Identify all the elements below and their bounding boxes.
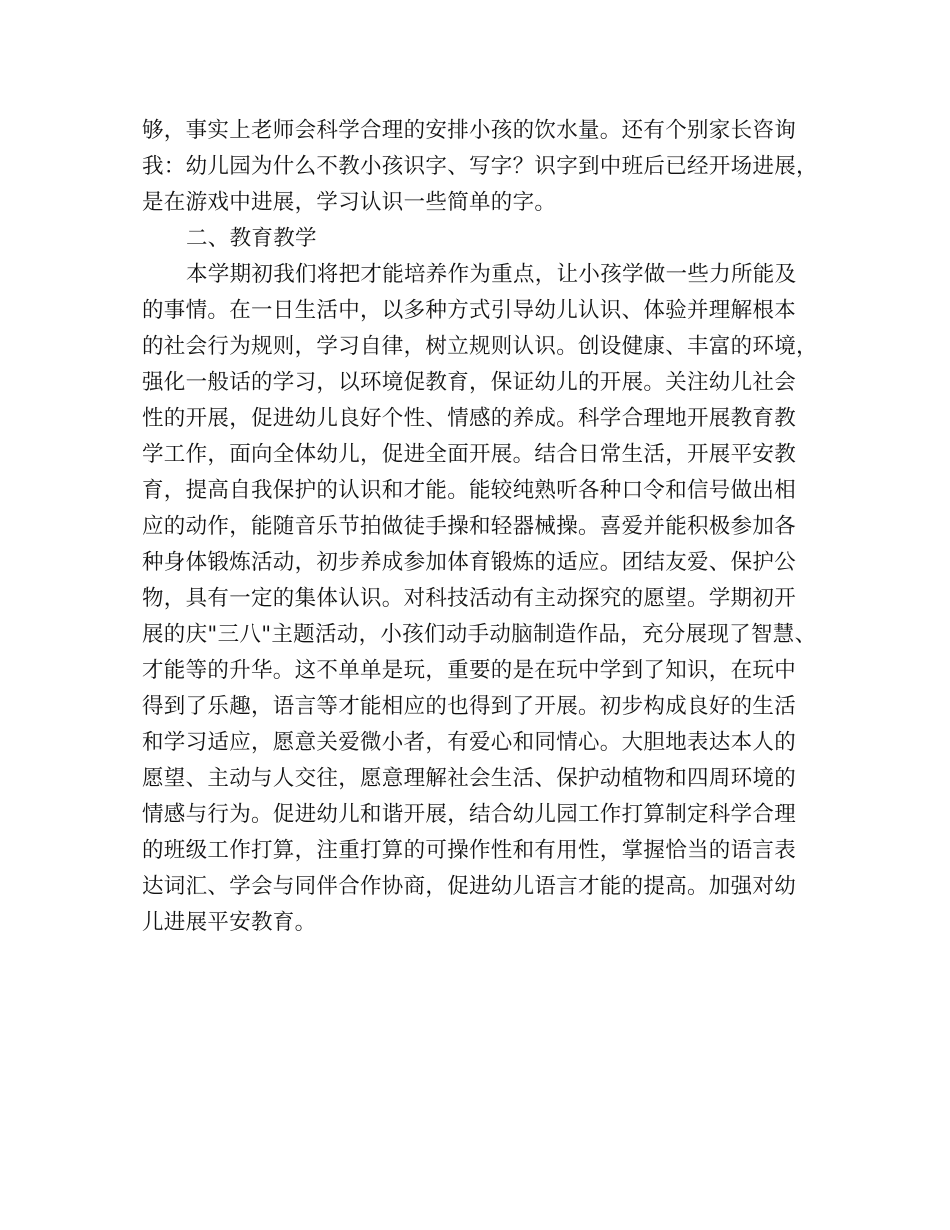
- document-body: [142, 113, 818, 941]
- paragraph-line: 应的动作，能随音乐节拍做徒手操和轻器械操。喜爱并能积极参加各: [142, 514, 797, 539]
- paragraph-line: 性的开展，促进幼儿良好个性、情感的养成。科学合理地开展教育教: [142, 406, 797, 431]
- text-line: 够，事实上老师会科学合理的安排小孩的饮水量。还有个别家长咨询: [142, 118, 797, 143]
- paragraph-line: 的社会行为规则，学习自律，树立规则认识。创设健康、丰富的环境，: [142, 334, 818, 359]
- text-line: 我：幼儿园为什么不教小孩识字、写字？识字到中班后已经开场进展，: [142, 154, 818, 179]
- paragraph-line: 种身体锻炼活动，初步养成参加体育锻炼的适应。团结友爱、保护公: [142, 550, 797, 575]
- section-heading: 二、教育教学: [186, 226, 317, 251]
- paragraph-line: 展的庆"三八"主题活动，小孩们动手动脑制造作品，充分展现了智慧、: [142, 622, 817, 647]
- paragraph-line: 本学期初我们将把才能培养作为重点，让小孩学做一些力所能及: [186, 262, 797, 287]
- paragraph-line: 物，具有一定的集体认识。对科技活动有主动探究的愿望。学期初开: [142, 586, 797, 611]
- text-line: 是在游戏中进展，学习认识一些简单的字。: [142, 190, 557, 215]
- paragraph-line: 学工作，面向全体幼儿，促进全面开展。结合日常生活，开展平安教: [142, 442, 797, 467]
- paragraph-line: 强化一般话的学习，以环境促教育，保证幼儿的开展。关注幼儿社会: [142, 370, 797, 395]
- paragraph-line: 才能等的升华。这不单单是玩，重要的是在玩中学到了知识，在玩中: [142, 658, 797, 683]
- paragraph-line: 育，提高自我保护的认识和才能。能较纯熟听各种口令和信号做出相: [142, 478, 797, 503]
- paragraph-line: 的班级工作打算，注重打算的可操作性和有用性，掌握恰当的语言表: [142, 838, 797, 863]
- paragraph-line: 达词汇、学会与同伴合作协商，促进幼儿语言才能的提高。加强对幼: [142, 874, 797, 899]
- paragraph-line: 和学习适应，愿意关爱微小者，有爱心和同情心。大胆地表达本人的: [142, 730, 797, 755]
- paragraph-line: 情感与行为。促进幼儿和谐开展，结合幼儿园工作打算制定科学合理: [142, 802, 797, 827]
- paragraph-line: 得到了乐趣，语言等才能相应的也得到了开展。初步构成良好的生活: [142, 694, 797, 719]
- paragraph-line: 儿进展平安教育。: [142, 910, 317, 935]
- paragraph-line: 愿望、主动与人交往，愿意理解社会生活、保护动植物和四周环境的: [142, 766, 797, 791]
- paragraph-line: 的事情。在一日生活中，以多种方式引导幼儿认识、体验并理解根本: [142, 298, 797, 323]
